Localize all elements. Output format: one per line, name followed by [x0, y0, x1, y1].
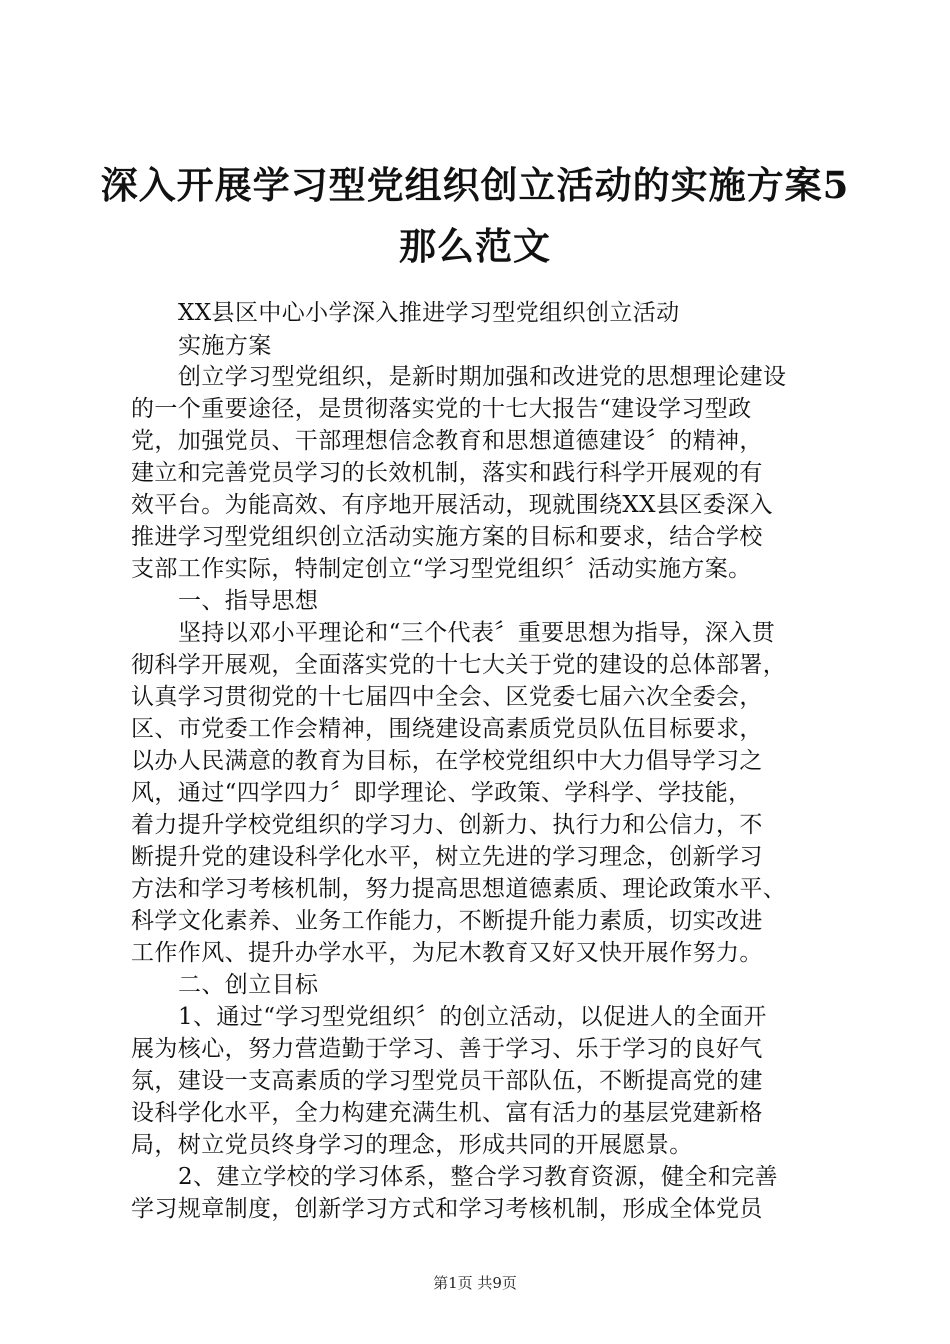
body-line: 局，树立党员终身学习的理念，形成共同的开展愿景。	[131, 1132, 693, 1158]
page-footer: 第1页 共9页	[433, 1274, 517, 1292]
body-line: 的一个重要途径，是贯彻落实党的十七大报告“建设学习型政	[131, 396, 752, 422]
body-line: 展为核心，努力营造勤于学习、善于学习、乐于学习的良好气	[131, 1036, 763, 1062]
body-line: 建立和完善党员学习的长效机制，落实和践行科学开展观的有	[131, 460, 763, 486]
body-line: 设科学化水平，全力构建充满生机、富有活力的基层党建新格	[131, 1100, 763, 1126]
body-line: 坚持以邓小平理论和“三个代表〞重要思想为指导，深入贯	[178, 620, 776, 646]
body-line: 支部工作实际，特制定创立“学习型党组织〞活动实施方案。	[131, 556, 752, 582]
body-line: 断提升党的建设科学化水平，树立先进的学习理念，创新学习	[131, 844, 763, 870]
document-title-line-1: 深入开展学习型党组织创立活动的实施方案5	[100, 163, 850, 207]
body-line: 1、通过“学习型党组织〞的创立活动，以促进人的全面开	[178, 1004, 767, 1030]
section-heading: 二、创立目标	[178, 972, 319, 998]
body-line: 氛，建设一支高素质的学习型党员干部队伍，不断提高党的建	[131, 1068, 763, 1094]
body-line: 科学文化素养、业务工作能力，不断提升能力素质，切实改进	[131, 908, 763, 934]
body-line: 认真学习贯彻党的十七届四中全会、区党委七届六次全委会，	[131, 684, 763, 710]
body-line: 党，加强党员、干部理想信念教育和思想道德建设〞的精神，	[131, 428, 763, 454]
body-line: 效平台。为能高效、有序地开展活动，现就围绕XX县区委深入	[131, 492, 773, 518]
body-line: 风，通过“四学四力〞即学理论、学政策、学科学、学技能，	[131, 780, 752, 806]
body-line: 实施方案	[178, 333, 272, 359]
body-line: 创立学习型党组织，是新时期加强和改进党的思想理论建设	[178, 364, 787, 390]
body-line: 彻科学开展观，全面落实党的十七大关于党的建设的总体部署，	[131, 652, 787, 678]
section-heading: 一、指导思想	[178, 588, 319, 614]
body-line: 学习规章制度，创新学习方式和学习考核机制，形成全体党员	[131, 1196, 763, 1222]
body-line: 2、建立学校的学习体系，整合学习教育资源，健全和完善	[178, 1164, 779, 1190]
body-line: 方法和学习考核机制，努力提高思想道德素质、理论政策水平、	[131, 876, 787, 902]
body-line: 工作作风、提升办学水平，为尼木教育又好又快开展作努力。	[131, 940, 763, 966]
body-line: 推进学习型党组织创立活动实施方案的目标和要求，结合学校	[131, 524, 763, 550]
document-title-line-2: 那么范文	[399, 224, 551, 268]
body-line: XX县区中心小学深入推进学习型党组织创立活动	[178, 300, 680, 326]
body-line: 着力提升学校党组织的学习力、创新力、执行力和公信力，不	[131, 812, 763, 838]
body-line: 以办人民满意的教育为目标，在学校党组织中大力倡导学习之	[131, 748, 763, 774]
body-line: 区、市党委工作会精神，围绕建设高素质党员队伍目标要求，	[131, 716, 763, 742]
